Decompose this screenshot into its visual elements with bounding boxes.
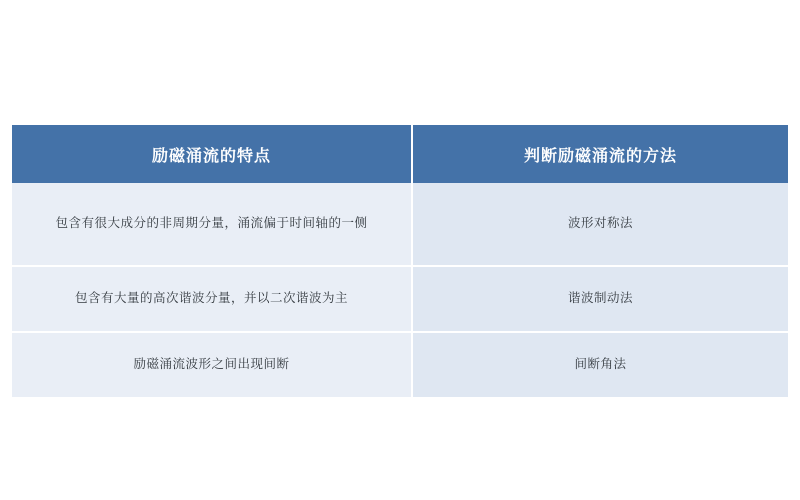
cell-feature xyxy=(12,266,412,332)
cell-feature xyxy=(12,332,412,397)
comparison-table xyxy=(12,125,788,397)
table-row xyxy=(12,266,788,332)
table-row xyxy=(12,332,788,397)
cell-method xyxy=(412,266,788,332)
table-body xyxy=(12,183,788,397)
column-header-feature: 励磁涌流的特点 xyxy=(12,125,412,183)
comparison-table-container xyxy=(12,125,788,397)
cell-method-text: 波形对称法 xyxy=(567,216,633,231)
table-row xyxy=(12,183,788,266)
cell-method xyxy=(412,332,788,397)
cell-method xyxy=(412,183,788,266)
cell-feature-text: 包含有很大成分的非周期分量，涌流偏于时间轴的一侧 xyxy=(55,216,368,231)
table-header-row xyxy=(12,125,788,183)
column-header-method: 判断励磁涌流的方法 xyxy=(412,125,788,183)
cell-feature-text: 包含有大量的高次谐波分量，并以二次谐波为主 xyxy=(74,291,348,306)
cell-method-text: 谐波制动法 xyxy=(567,291,633,306)
table-header xyxy=(12,125,788,183)
cell-feature-text: 励磁涌流波形之间出现间断 xyxy=(133,357,290,372)
cell-method-text: 间断角法 xyxy=(574,357,627,372)
cell-feature xyxy=(12,183,412,266)
